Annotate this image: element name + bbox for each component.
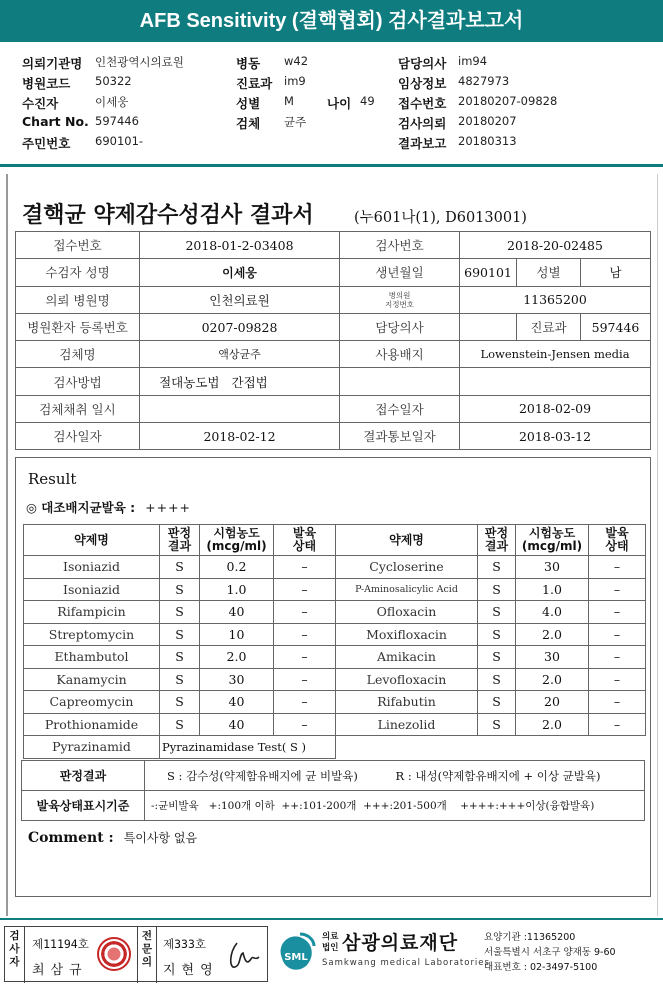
drug-growth-cell: – [274,623,336,646]
inspector-label-text: 검사자 [9,930,20,968]
table-row [24,713,646,736]
info-value: 이세웅 [95,95,129,109]
drug-result-cell: S [478,646,516,669]
header-drug: 약제명 [336,525,478,556]
org-type: 의료법인 [322,932,339,953]
age-label: 나이 [327,96,352,111]
cell-label: 생년월일 [340,259,460,286]
drug-conc-cell: 0.2 [200,556,274,579]
drug-growth-cell: – [589,668,646,691]
info-label: 병동 [236,56,261,71]
header-conc: 시험농도 (mcg/ml) [516,525,589,556]
info-label: 검체 [236,116,261,131]
drug-conc-cell: 10 [200,623,274,646]
table-row [24,578,646,601]
table-row [24,691,646,714]
comment-label: Comment : [28,830,114,846]
org-code: 요양기관 :11365200 [484,932,576,943]
info-value: 20180313 [458,134,517,148]
cell-label: 의뢰 병원명 [16,286,140,313]
judge-criteria [145,761,645,791]
drug-growth-cell: – [589,691,646,714]
drug-drug-cell: Isoniazid [24,556,160,579]
drug-result-cell: S [160,646,200,669]
drug-drug-cell: Isoniazid [24,578,160,601]
info-value: 인천광역시의료원 [95,55,184,69]
birth-date: 690101 [460,259,517,286]
divider [0,164,663,167]
org-info [484,930,616,975]
header-result: 판정 결과 [160,525,200,556]
inspector-label [5,927,25,983]
result-title: Result [28,470,77,488]
info-value: 균주 [284,115,307,129]
info-label: 검사의뢰 [398,116,447,131]
info-value: 4827973 [458,74,510,88]
drug-growth-cell: – [274,556,336,579]
drug-drug-cell: Moxifloxacin [336,623,478,646]
drug-conc-cell: 2.0 [200,646,274,669]
info-label: 성별 [236,96,261,111]
drug-growth-cell: – [274,668,336,691]
notify-date: 2018-03-12 [460,423,651,450]
drug-growth-cell: – [274,646,336,669]
drug-result-cell: S [478,601,516,624]
drug-drug-cell: Capreomycin [24,691,160,714]
drug-growth-cell: – [274,601,336,624]
info-value: 20180207 [458,114,517,128]
info-label: 주민번호 [22,136,71,151]
drug-growth-cell: – [589,601,646,624]
dept-value: 597446 [581,313,651,340]
hosp-code-label-line1: 병의원 [388,290,411,300]
empty-cell [336,736,646,759]
info-value: im94 [458,54,488,68]
drug-growth-cell: – [589,623,646,646]
org-address: 서울특별시 서초구 양재동 9-60 [484,947,616,958]
info-value: 50322 [95,74,132,88]
cell-label: 수검자 성명 [16,259,140,286]
drug-growth-cell: – [589,646,646,669]
cell-label: 검체명 [16,341,140,368]
signature-box [4,926,268,982]
drug-drug-cell: Ofloxacin [336,601,478,624]
drug-growth-cell: – [274,713,336,736]
empty-cell [460,368,651,395]
drug-result-cell: S [160,623,200,646]
drug-result-cell: S [478,668,516,691]
logo-text: SML [284,952,308,963]
drug-result-cell: S [160,601,200,624]
drug-growth-cell: – [589,713,646,736]
header-drug: 약제명 [24,525,160,556]
legend-table [21,760,645,821]
age-value: 49 [360,94,375,108]
org-english-name: Samkwang medical Laboratories [322,958,490,968]
cell-label: 접수번호 [16,232,140,259]
judge-r: R : 내성(약제함유배지에 + 이상 균발육) [395,768,601,783]
specialist-label-text: 전문의 [141,930,153,968]
info-label: Chart No. [22,114,89,129]
cell-label: 병원환자 등록번호 [16,313,140,340]
drug-result-cell: S [160,578,200,601]
drug-drug-cell: Streptomycin [24,623,160,646]
drug-drug-cell: P-Aminosalicylic Acid [336,578,478,601]
table-row [24,623,646,646]
cell-label [340,286,460,313]
cell-label: 담당의사 [340,313,460,340]
info-label: 담당의사 [398,56,447,71]
pza-drug: Pyrazinamid [24,736,160,759]
cell-label: 검체채취 일시 [16,395,140,422]
culture-medium: Lowenstein-Jensen media [460,341,651,368]
table-header-row [24,525,646,556]
registration-number: 0207-09828 [140,313,340,340]
test-date: 2018-02-12 [140,423,340,450]
drug-conc-cell: 20 [516,691,589,714]
growth-criteria-label: 발육상태표시기준 [22,791,145,821]
drug-conc-cell: 40 [200,713,274,736]
header-conc: 시험농도 (mcg/ml) [200,525,274,556]
info-label: 진료과 [236,76,273,91]
receipt-date: 2018-02-09 [460,395,651,422]
drug-drug-cell: Cycloserine [336,556,478,579]
drug-conc-cell: 4.0 [516,601,589,624]
sml-logo-icon [272,928,320,976]
drug-growth-cell: – [274,691,336,714]
cell-label: 검사번호 [340,232,460,259]
drug-conc-cell: 30 [516,646,589,669]
drug-sensitivity-table [23,524,646,759]
drug-result-cell: S [160,556,200,579]
drug-drug-cell: Prothionamide [24,713,160,736]
report-banner-title: AFB Sensitivity (결핵협회) 검사결과보고서 [0,0,663,42]
drug-result-cell: S [478,713,516,736]
seal-stamp-icon [97,937,131,971]
drug-drug-cell: Kanamycin [24,668,160,691]
info-label: 접수번호 [398,96,447,111]
drug-growth-cell: – [589,578,646,601]
table-row [24,646,646,669]
header-growth: 발육 상태 [589,525,646,556]
cell-label: 진료과 [517,313,581,340]
drug-drug-cell: Levofloxacin [336,668,478,691]
drug-result-cell: S [478,578,516,601]
result-section [15,457,651,897]
info-value: M [284,94,294,108]
table-row [24,601,646,624]
cell-label: 결과통보일자 [340,423,460,450]
patient-name: 이세웅 [140,259,340,286]
pza-row [24,736,646,759]
cell-label: 사용배지 [340,341,460,368]
drug-drug-cell: Rifampicin [24,601,160,624]
drug-result-cell: S [160,713,200,736]
drug-result-cell: S [478,556,516,579]
cell-label: 검사방법 [16,368,140,395]
info-value: 690101- [95,134,144,148]
patient-info-table [15,231,651,450]
pza-test: Pyrazinamidase Test( S ) [160,736,336,759]
drug-drug-cell: Ethambutol [24,646,160,669]
org-name: 삼광의료재단 [342,932,459,954]
org-phone: 대표번호 : 02-3497-5100 [484,962,598,973]
drug-drug-cell: Linezolid [336,713,478,736]
receipt-number: 2018-01-2-03408 [140,232,340,259]
drug-conc-cell: 30 [516,556,589,579]
divider [0,918,663,920]
colony-value: ++++ [145,500,192,515]
drug-conc-cell: 1.0 [516,578,589,601]
drug-growth-cell: – [589,556,646,579]
comment-value: 특이사항 없음 [123,831,198,845]
specialist-license: 제333호 [163,937,206,951]
collect-datetime [140,395,340,422]
judge-label: 판정결과 [22,761,145,791]
patient-sex: 남 [581,259,651,286]
colony-label: ◎ 대조배지균발육 : [26,500,136,515]
info-label: 임상정보 [398,76,447,91]
table-row [24,668,646,691]
test-method-1: 절대농도법 [140,368,222,395]
drug-conc-cell: 2.0 [516,713,589,736]
info-value: 20180207-09828 [458,94,558,108]
growth-criteria: -:균비발육 +:100개 이하 ++:101-200개 +++:201-500개 ++++:+++이상(융합발육) [145,791,645,821]
hosp-code-label-line2: 지정번호 [385,299,414,309]
drug-result-cell: S [478,623,516,646]
drug-growth-cell: – [274,578,336,601]
drug-conc-cell: 1.0 [200,578,274,601]
drug-drug-cell: Amikacin [336,646,478,669]
report-subtitle: (누601나(1), D6013001) [354,210,527,226]
empty-cell [340,368,460,395]
drug-conc-cell: 40 [200,691,274,714]
drug-result-cell: S [160,668,200,691]
specialist-name: 지현영 [163,963,219,978]
drug-conc-cell: 2.0 [516,668,589,691]
cell-label: 접수일자 [340,395,460,422]
inspector-name: 최삼규 [32,963,88,978]
report-title: 결핵균 약제감수성검사 결과서 [22,202,314,228]
drug-conc-cell: 40 [200,601,274,624]
doctor-name [460,313,517,340]
drug-conc-cell: 2.0 [516,623,589,646]
header-growth: 발육 상태 [274,525,336,556]
hospital-name: 인천의료원 [140,286,340,313]
hospital-code: 11365200 [460,286,651,313]
header-result: 판정 결과 [478,525,516,556]
comment [28,829,197,846]
signature-icon [223,935,263,975]
inspector-license: 제11194호 [32,937,89,951]
cell-label: 성별 [517,259,581,286]
drug-conc-cell: 30 [200,668,274,691]
specialist-label [137,927,157,983]
drug-result-cell: S [478,691,516,714]
judge-s: S : 감수성(약제함유배지에 균 비발육) [167,768,358,783]
drug-result-cell: S [160,691,200,714]
drug-drug-cell: Rifabutin [336,691,478,714]
control-colony [26,498,191,516]
info-value: 597446 [95,114,139,128]
cell-label: 검사일자 [16,423,140,450]
table-row [24,556,646,579]
info-value: im9 [284,74,306,88]
info-label: 결과보고 [398,136,447,151]
specimen-name: 액상균주 [140,341,340,368]
info-label: 병원코드 [22,76,71,91]
info-value: w42 [284,54,309,68]
info-label: 의뢰기관명 [22,56,83,71]
test-method-2: 간접법 [222,368,340,395]
info-label: 수진자 [22,96,59,111]
test-number: 2018-20-02485 [460,232,651,259]
